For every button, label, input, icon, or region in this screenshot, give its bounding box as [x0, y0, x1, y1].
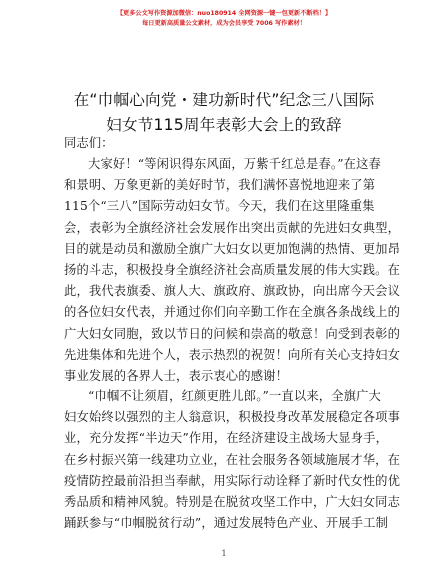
title-line-2: 妇女节115周年表彰大会上的致辞 — [106, 116, 342, 134]
page-number: 1 — [221, 549, 227, 558]
paragraph-line: 先进集体和先进个人，表示热烈的祝贺！向所有关心支持妇女 — [64, 347, 401, 362]
document-title — [34, 88, 414, 138]
paragraph-line: 115个“三八”国际劳动妇女节。今天，我们在这里隆重集 — [64, 199, 375, 214]
paragraph-line: 大家好！“等闲识得东风面，万紫千红总是春。”在这春 — [88, 157, 382, 171]
promo-banner — [0, 9, 448, 29]
paragraph-line: 此，我代表旗委、旗人大、旗政府、旗政协，向出席今天会议 — [64, 284, 401, 299]
paragraph-line: 疫情防控最前沿担当奉献，用实际行动诠释了新时代女性的优 — [64, 473, 401, 488]
paragraph-line: 和景明、万象更新的美好时节，我们满怀喜悦地迎来了第 — [64, 178, 376, 193]
paragraph-line: 踊跃参与“巾帼脱贫行动”，通过发展特色产业、开展手工制 — [64, 516, 389, 531]
paragraph-line: 秀品质和精神风貌。特别是在脱贫攻坚工作中，广大妇女同志 — [64, 494, 401, 509]
paragraph-line: 扬的斗志，积极投身全旗经济社会高质量发展的伟大实践。在 — [64, 262, 401, 277]
salutation: 同志们： — [64, 135, 114, 150]
paragraph-line: 业，充分发挥“半边天”作用，在经济建设主战场大显身手， — [64, 431, 389, 446]
paragraph-line: 目的就是动员和激励全旗广大妇女以更加饱满的热情、更加昂 — [64, 241, 401, 256]
paragraph-1 — [64, 154, 401, 387]
title-line-1: 在“巾帼心向党・建功新时代”纪念三八国际 — [73, 91, 375, 109]
paragraph-line: “巾帼不让须眉，红颜更胜儿郎。”一直以来，全旗广大 — [88, 389, 382, 403]
paragraph-line: 事业发展的各界人士，表示衷心的感谢！ — [64, 368, 289, 383]
banner-line-1: 【更多公文写作资源加微信：nuo180914 全网资源一键一包更新不断档！】 — [116, 10, 332, 17]
paragraph-line: 妇女始终以强烈的主人翁意识，积极投身改革发展稳定各项事 — [64, 410, 401, 425]
paragraph-line: 会，表彰为全旗经济社会发展作出突出贡献的先进妇女典型， — [64, 220, 401, 235]
paragraph-line: 在乡村振兴第一线建功立业，在社会服务各领域施展才华，在 — [64, 452, 401, 467]
banner-line-2: 每日更新高质量公文素材，成为会员享受 7006 写作素材！ — [142, 20, 306, 27]
paragraph-line: 的各位妇女代表，并通过你们向辛勤工作在全旗各条战线上的 — [64, 305, 401, 320]
paragraph-line: 广大妇女同胞，致以节日的问候和崇高的敬意！向受到表彰的 — [64, 326, 401, 341]
paragraph-2 — [64, 386, 401, 534]
